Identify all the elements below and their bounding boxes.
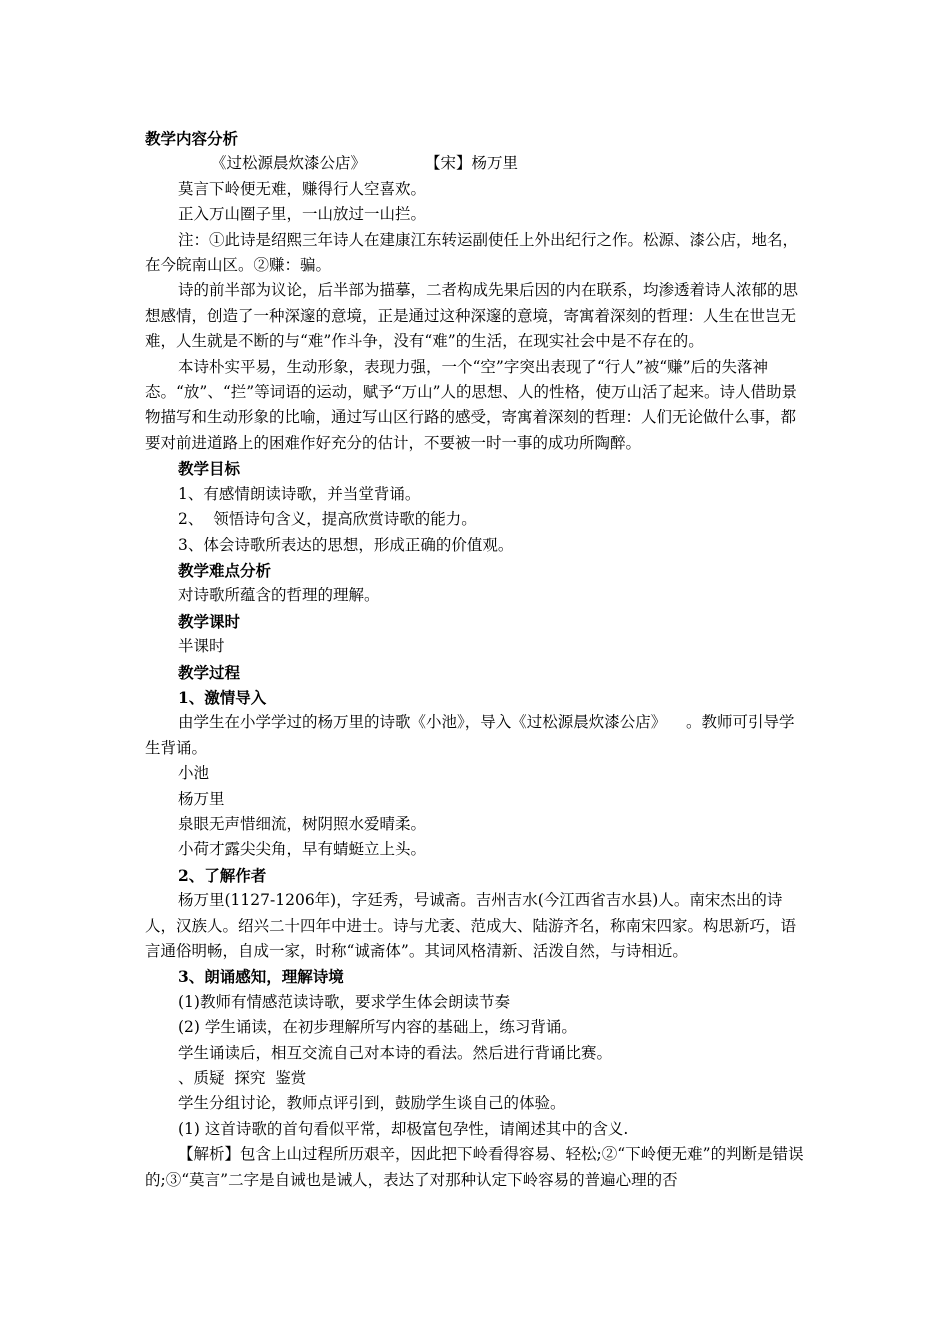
poem-author: 【宋】杨万里 (425, 154, 519, 173)
step-4-item-a: 学生分组讨论，教师点评引到，鼓励学生谈自己的体验。 (178, 1094, 566, 1113)
xiaochi-title: 小池 (178, 764, 210, 783)
document-body (145, 126, 807, 1193)
goal-item-2: 2、 领悟诗句含义，提高欣赏诗歌的能力。 (178, 510, 477, 529)
poem-line-1: 莫言下岭便无难，赚得行人空喜欢。 (178, 179, 427, 198)
poem-line-2: 正入万山圈子里，一山放过一山拦。 (178, 205, 427, 224)
section-heading-difficulty: 教学难点分析 (178, 560, 272, 580)
poem-title-line (145, 151, 807, 176)
step-1-heading: 1、激情导入 (178, 687, 267, 707)
goal-item-1: 1、有感情朗读诗歌，并当堂背诵。 (178, 484, 421, 503)
step-2-text: 杨万里(1127-1206年)，字廷秀，号诚斋。吉州吉水(今江西省吉水县)人。南宋杰出的诗人，汉族人。绍兴二十四年中进士。诗与尤袤、范成大、陆游齐名，称南宋四家。构思新巧，语言通俗明畅，自成一家，时称“诚斋体”。其词风格清新、活泼自然，与诗相近。 (145, 891, 797, 960)
step-3-item-a: (1)教师有情感范读诗歌，要求学生体会朗读节奏 (178, 992, 510, 1011)
step-3-heading: 3、朗诵感知，理解诗境 (178, 967, 344, 987)
poem-note: 注：①此诗是绍熙三年诗人在建康江东转运副使任上外出纪行之作。松源、漆公店，地名，在今皖南山区。②赚：骗。 (145, 230, 799, 275)
poem-title: 《过松源晨炊漆公店》 (211, 154, 367, 173)
analysis-paragraph-1: 诗的前半部为议论，后半部为描摹，二者构成先果后因的内在联系，均渗透着诗人浓郁的思想感情，创造了一种深邃的意境，正是通过这种深邃的意境，寄寓着深刻的哲理：人生在世岂无难，人生就是不断的与“难”作斗争，没有“难”的生活，在现实社会中是不存在的。 (145, 281, 799, 351)
goal-item-3: 3、体会诗歌所表达的思想，形成正确的价值观。 (178, 535, 514, 554)
analysis-paragraph-2: 本诗朴实平易，生动形象，表现力强，一个“空”字突出表现了“行人”被“赚”后的失落神态。“放”、“拦”等词语的运动，赋予“万山”人的思想、人的性格，使万山活了起来。诗人借助景物描写和生动形象的比喻，通过写山区行路的感受，寄寓着深刻的哲理：人们无论做什么事，都要对前进道路上的困难作好充分的估计，不要被一时一事的成功所陶醉。 (145, 357, 798, 452)
xiaochi-line-2: 小荷才露尖尖角，早有蜻蜓立上头。 (178, 840, 427, 859)
step-3-item-c: 学生诵读后，相互交流自己对本诗的看法。然后进行背诵比赛。 (178, 1043, 613, 1062)
step-4-item-c: 【解析】包含上山过程所历艰辛，因此把下岭看得容易、轻松;②“下岭便无难”的判断是错误的;③“莫言”二字是自诫也是诫人，表达了对那种认定下岭容易的普遍心理的否 (145, 1145, 804, 1189)
step-4-heading: 、质疑 探究 鉴赏 (178, 1069, 307, 1088)
step-1-text: 由学生在小学学过的杨万里的诗歌《小池》，导入《过松源晨炊漆公店》 。教师可引导学生背诵。 (145, 713, 795, 757)
difficulty-text: 对诗歌所蕴含的哲理的理解。 (178, 586, 380, 605)
section-heading-process: 教学过程 (178, 662, 241, 682)
xiaochi-line-1: 泉眼无声惜细流，树阴照水爱晴柔。 (178, 814, 427, 833)
step-4-item-b: (1) 这首诗歌的首句看似平常，却极富包孕性，请阐述其中的含义. (178, 1119, 629, 1138)
hours-text: 半课时 (178, 637, 225, 656)
section-heading-hours: 教学课时 (178, 611, 241, 631)
xiaochi-author: 杨万里 (178, 789, 225, 808)
section-heading-content-analysis: 教学内容分析 (145, 129, 239, 148)
step-2-heading: 2、了解作者 (178, 865, 267, 885)
step-3-item-b: (2) 学生诵读，在初步理解所写内容的基础上，练习背诵。 (178, 1018, 577, 1037)
section-heading-goals: 教学目标 (178, 459, 241, 479)
